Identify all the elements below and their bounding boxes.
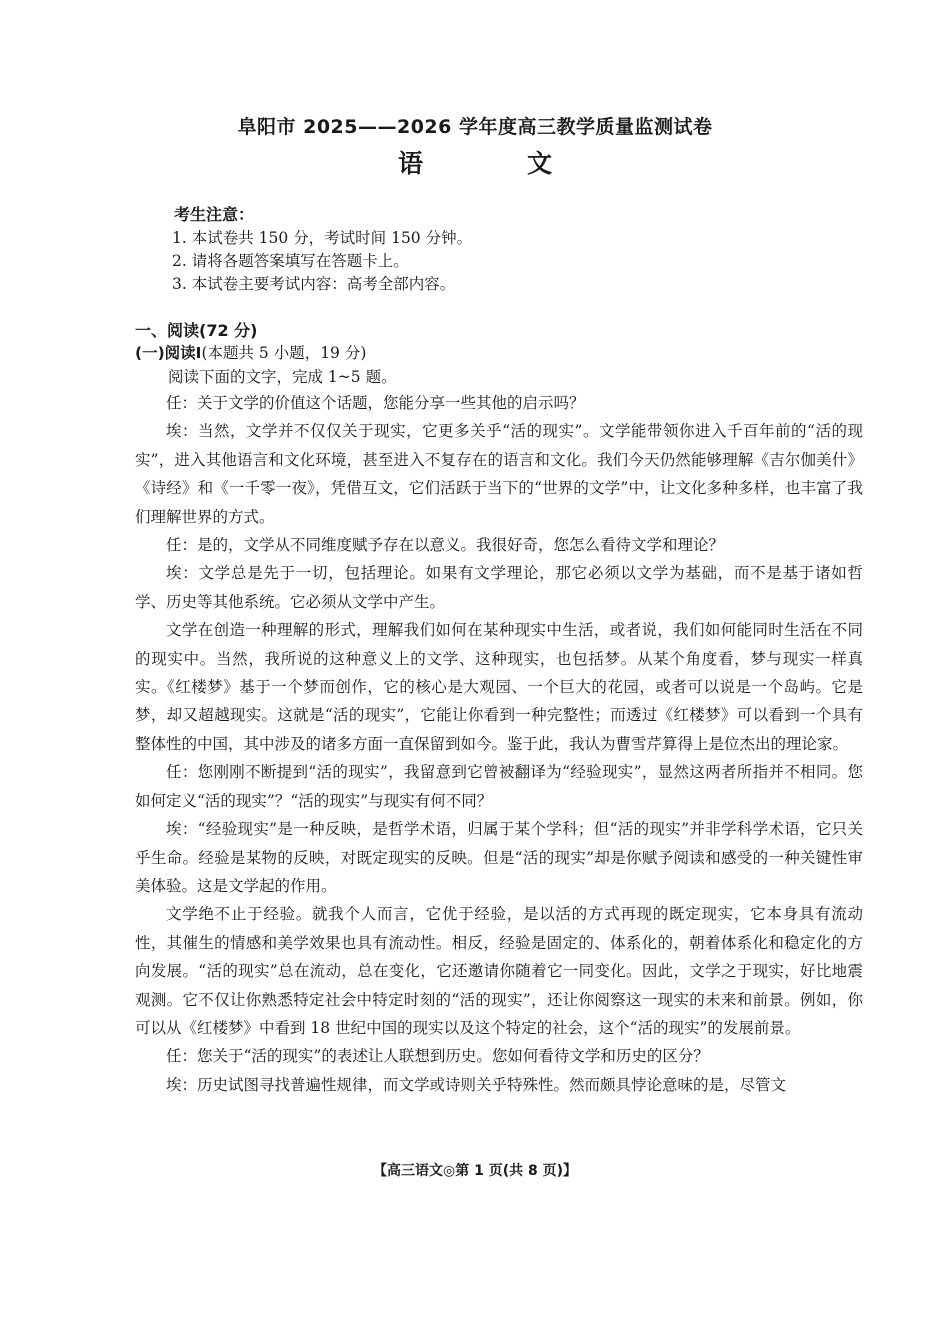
sub-section-note: (本题共 5 小题，19 分) [201,344,367,362]
paragraph: 埃：当然，文学并不仅仅关于现实，它更多关乎“活的现实”。文学能带领你进入千百年前的“活的现实”，进入其他语言和文化环境，甚至进入不复存在的语言和文化。我们今天仍然能够理解《吉尔伽美什》《诗经》和《一千零一夜》，凭借互文，它们活跃于当下的“世界的文学”中，让文化多种多样，也丰富了我们理解世界的方式。 [135,422,863,526]
section-title: 一、阅读(72 分) [135,321,258,340]
notice-item-1: 1. 本试卷共 150 分，考试时间 150 分钟。 [172,229,473,247]
paragraph: 埃：文学总是先于一切，包括理论。如果有文学理论，那它必须以文学为基础，而不是基于诸如哲学、历史等其他系统。它必须从文学中产生。 [135,564,863,611]
notice-item-2: 2. 请将各题答案填写在答题卡上。 [172,252,409,270]
page-footer: 【高三语文◎第 1 页(共 8 页)】 [373,1163,577,1179]
paragraph: 埃：历史试图寻找普遍性规律，而文学或诗则关乎特殊性。然而颇具悖论意味的是，尽管文 [166,1075,787,1094]
subject-char-2: 文 [527,149,553,178]
exam-title: 阜阳市 2025——2026 学年度高三教学质量监测试卷 [237,116,713,138]
paragraph: 文学在创造一种理解的形式，理解我们如何在某种现实中生活，或者说，我们如何能同时生活在不同的现实中。当然，我所说的这种意义上的文学、这种现实，也包括梦。从某个角度看，梦与现实一样真实。《红楼梦》基于一个梦而创作，它的核心是大观园、一个巨大的花园，或者可以说是一个岛屿。它是梦，却又超越现实。这就是“活的现实”，它能让你看到一种完整性；而透过《红楼梦》可以看到一个具有整体性的中国，其中涉及的诸多方面一直保留到如今。鉴于此，我认为曹雪芹算得上是位杰出的理论家。 [135,621,863,753]
paragraph: 埃：“经验现实”是一种反映，是哲学术语，归属于某个学科；但“活的现实”并非学科学术语，它只关乎生命。经验是某物的反映，对既定现实的反映。但是“活的现实”却是你赋予阅读和感受的一种关键性审美体验。这是文学起的作用。 [135,820,863,895]
paragraph: 任：您刚刚不断提到“活的现实”，我留意到它曾被翻译为“经验现实”，显然这两者所指并不相同。您如何定义“活的现实”？“活的现实”与现实有何不同？ [135,763,863,810]
reading-passage [135,389,863,1099]
subject-char-1: 语 [397,149,423,178]
notice-heading: 考生注意： [174,205,255,224]
paragraph: 任：您关于“活的现实”的表述让人联想到历史。您如何看待文学和历史的区分？ [166,1047,709,1066]
paragraph: 任：关于文学的价值这个话题，您能分享一些其他的启示吗？ [166,394,585,412]
paragraph: 任：是的，文学从不同维度赋予存在以意义。我很好奇，您怎么看待文学和理论？ [166,536,725,555]
subject-title [0,144,950,180]
sub-section-title: (一)阅读Ⅰ [135,344,202,362]
paragraph: 文学绝不止于经验。就我个人而言，它优于经验，是以活的方式再现的既定现实，它本身具有流动性，其催生的情感和美学效果也具有流动性。相反，经验是固定的、体系化的，朝着体系化和稳定化的方向发展。“活的现实”总在流动，总在变化，它还邀请你随着它一同变化。因此，文学之于现实，好比地震观测。它不仅让你熟悉特定社会中特定时刻的“活的现实”，还让你阅察这一现实的未来和前景。例如，你可以从《红楼梦》中看到 18 世纪中国的现实以及这个特定的社会，这个“活的现实”的发展前景。 [135,905,863,1037]
sub-section-heading [135,341,366,363]
notice-item-3: 3. 本试卷主要考试内容：高考全部内容。 [172,275,456,293]
reading-instruction: 阅读下面的文字，完成 1~5 题。 [168,368,397,386]
